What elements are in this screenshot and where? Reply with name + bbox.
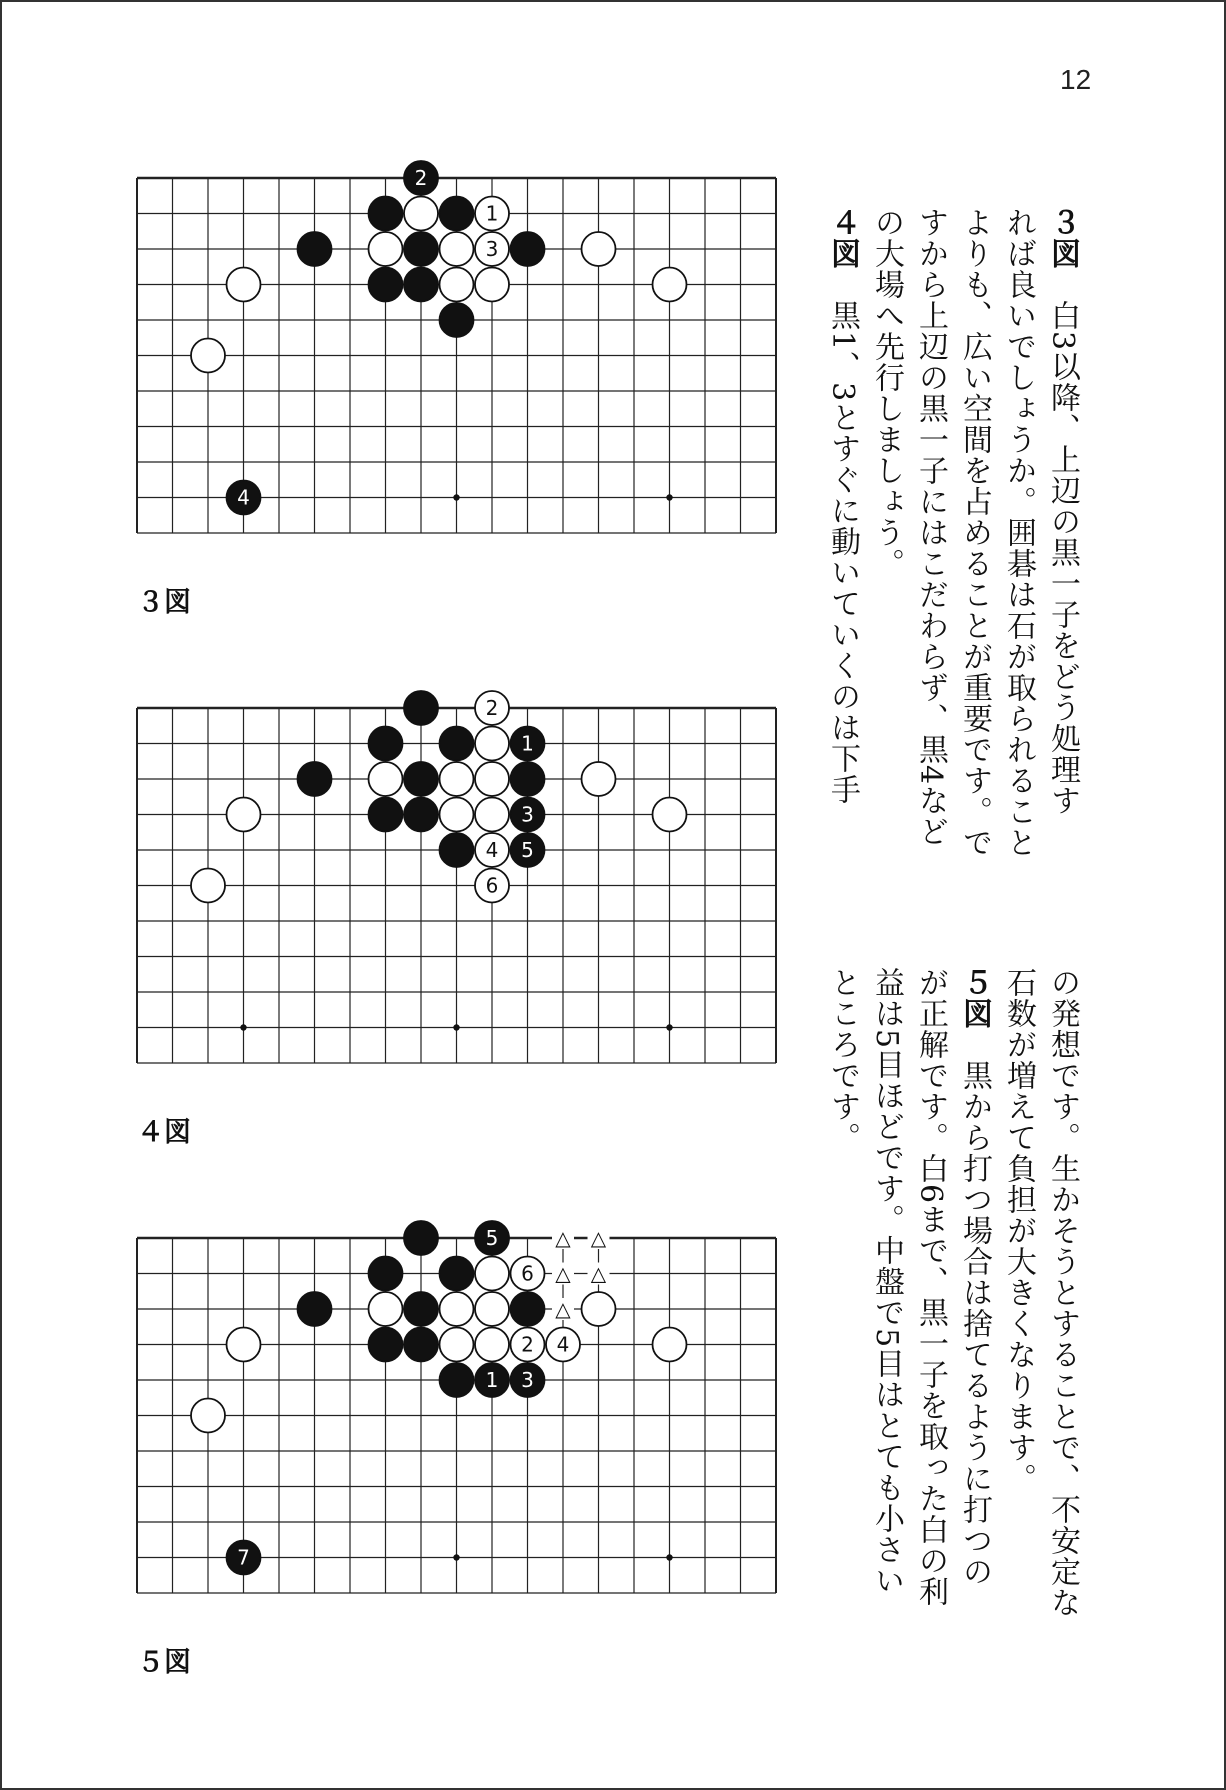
text-line bbox=[820, 207, 864, 867]
figure-3-caption: ３図 bbox=[137, 587, 191, 618]
figure-heading: ５図 bbox=[957, 967, 992, 1029]
figure-heading: ４図 bbox=[825, 207, 860, 269]
move-number: 6 bbox=[485, 873, 499, 898]
white-stone bbox=[582, 1292, 616, 1326]
commentary-block-1 bbox=[820, 207, 1084, 867]
white-stone bbox=[440, 1328, 474, 1362]
white-stone bbox=[191, 339, 225, 373]
triangle-mark: △ bbox=[555, 1226, 571, 1250]
white-stone bbox=[653, 1328, 687, 1362]
figure-4-caption: ４図 bbox=[137, 1117, 191, 1148]
star-point bbox=[666, 1554, 672, 1560]
black-stone bbox=[440, 833, 474, 867]
white-stone bbox=[653, 268, 687, 302]
star-point bbox=[453, 1024, 459, 1030]
white-stone bbox=[475, 1292, 509, 1326]
move-number: 2 bbox=[521, 1332, 534, 1357]
line-text: れば良いでしょうか。囲碁は石が取られること bbox=[1001, 207, 1036, 858]
triangle-mark: △ bbox=[555, 1261, 571, 1286]
text-line bbox=[996, 967, 1040, 1627]
star-point bbox=[453, 494, 459, 500]
black-stone bbox=[440, 303, 474, 337]
move-number: 4 bbox=[485, 838, 499, 862]
move-number: 3 bbox=[521, 802, 534, 827]
white-stone bbox=[440, 268, 474, 302]
go-board-figure-5 bbox=[112, 1212, 792, 1632]
text-line bbox=[952, 207, 996, 867]
black-stone bbox=[440, 1363, 474, 1397]
black-stone bbox=[404, 1292, 438, 1326]
white-stone bbox=[369, 1292, 403, 1326]
white-stone bbox=[227, 798, 261, 832]
star-point bbox=[240, 1024, 246, 1030]
text-line bbox=[952, 967, 996, 1627]
white-stone bbox=[475, 762, 509, 796]
white-stone bbox=[191, 1399, 225, 1433]
line-text: の大場へ先行しましょう。 bbox=[869, 207, 904, 579]
move-number: 3 bbox=[485, 237, 499, 261]
white-stone bbox=[191, 869, 225, 903]
white-stone bbox=[475, 798, 509, 832]
triangle-mark: △ bbox=[590, 1226, 607, 1250]
white-stone bbox=[440, 762, 474, 796]
line-text: 白3以降、上辺の黒一子をどう処理す bbox=[1045, 269, 1080, 817]
black-stone bbox=[511, 232, 545, 266]
black-stone bbox=[440, 727, 474, 761]
black-stone bbox=[298, 232, 332, 266]
black-stone bbox=[404, 232, 438, 266]
black-stone bbox=[369, 268, 403, 302]
text-line bbox=[864, 207, 908, 867]
black-stone bbox=[404, 798, 438, 832]
white-stone bbox=[582, 232, 616, 266]
move-number: 2 bbox=[485, 696, 499, 720]
text-line bbox=[908, 967, 952, 1627]
triangle-mark: △ bbox=[590, 1261, 607, 1286]
star-point bbox=[453, 1554, 459, 1560]
figure-5-caption: ５図 bbox=[137, 1647, 191, 1678]
black-stone bbox=[369, 197, 403, 231]
white-stone bbox=[475, 1257, 509, 1291]
move-number: 6 bbox=[521, 1261, 534, 1286]
black-stone bbox=[404, 691, 438, 725]
text-line bbox=[1040, 967, 1084, 1627]
white-stone bbox=[440, 1292, 474, 1326]
move-number: 2 bbox=[414, 166, 428, 190]
black-stone bbox=[404, 268, 438, 302]
move-number: 1 bbox=[485, 1368, 499, 1392]
move-number: 4 bbox=[237, 485, 250, 510]
star-point bbox=[666, 494, 672, 500]
white-stone bbox=[475, 268, 509, 302]
line-text: すから上辺の黒一子にはこだわらず、黒4など bbox=[913, 207, 948, 848]
black-stone bbox=[404, 762, 438, 796]
black-stone bbox=[440, 1257, 474, 1291]
line-text: 石数が増えて負担が大きくなります。 bbox=[1001, 967, 1036, 1494]
line-text: ところです。 bbox=[825, 967, 860, 1153]
move-number: 3 bbox=[521, 1368, 534, 1392]
black-stone bbox=[404, 1221, 438, 1255]
white-stone bbox=[369, 232, 403, 266]
black-stone bbox=[369, 1257, 403, 1291]
star-point bbox=[666, 1024, 672, 1030]
line-text: の発想です。生かそうとすることで、不安定な bbox=[1045, 967, 1080, 1618]
white-stone bbox=[475, 1328, 509, 1362]
line-text: 黒から打つ場合は捨てるように打つの bbox=[957, 1029, 992, 1587]
move-number: 1 bbox=[485, 201, 499, 226]
black-stone bbox=[511, 1292, 545, 1326]
black-stone bbox=[298, 762, 332, 796]
text-line bbox=[820, 967, 864, 1627]
white-stone bbox=[227, 1328, 261, 1362]
white-stone bbox=[227, 268, 261, 302]
white-stone bbox=[369, 762, 403, 796]
black-stone bbox=[369, 727, 403, 761]
page-number: 12 bbox=[1060, 64, 1092, 95]
black-stone bbox=[298, 1292, 332, 1326]
line-text: よりも、広い空間を占めることが重要です。で bbox=[957, 207, 992, 858]
white-stone bbox=[404, 197, 438, 231]
move-number: 1 bbox=[521, 731, 534, 756]
commentary-block-2 bbox=[820, 967, 1084, 1627]
text-line bbox=[996, 207, 1040, 867]
figure-heading: ３図 bbox=[1045, 207, 1080, 269]
white-stone bbox=[582, 762, 616, 796]
white-stone bbox=[475, 727, 509, 761]
move-number: 5 bbox=[485, 1226, 499, 1250]
text-line bbox=[1040, 207, 1084, 867]
go-board-figure-3 bbox=[112, 152, 792, 572]
black-stone bbox=[369, 798, 403, 832]
text-line bbox=[864, 967, 908, 1627]
go-board-figure-4 bbox=[112, 682, 792, 1102]
white-stone bbox=[440, 798, 474, 832]
black-stone bbox=[440, 197, 474, 231]
triangle-mark: △ bbox=[555, 1297, 571, 1321]
line-text: が正解です。白6まで、黒一子を取った白の利 bbox=[913, 967, 948, 1608]
black-stone bbox=[369, 1328, 403, 1362]
line-text: 黒1、3とすぐに動いていくのは下手 bbox=[825, 269, 860, 806]
move-number: 7 bbox=[237, 1545, 250, 1570]
move-number: 4 bbox=[556, 1332, 570, 1357]
white-stone bbox=[440, 232, 474, 266]
black-stone bbox=[511, 762, 545, 796]
black-stone bbox=[404, 1328, 438, 1362]
text-line bbox=[908, 207, 952, 867]
line-text: 益は5目ほどです。中盤で5目はとても小さい bbox=[869, 967, 904, 1597]
move-number: 5 bbox=[521, 838, 534, 862]
white-stone bbox=[653, 798, 687, 832]
